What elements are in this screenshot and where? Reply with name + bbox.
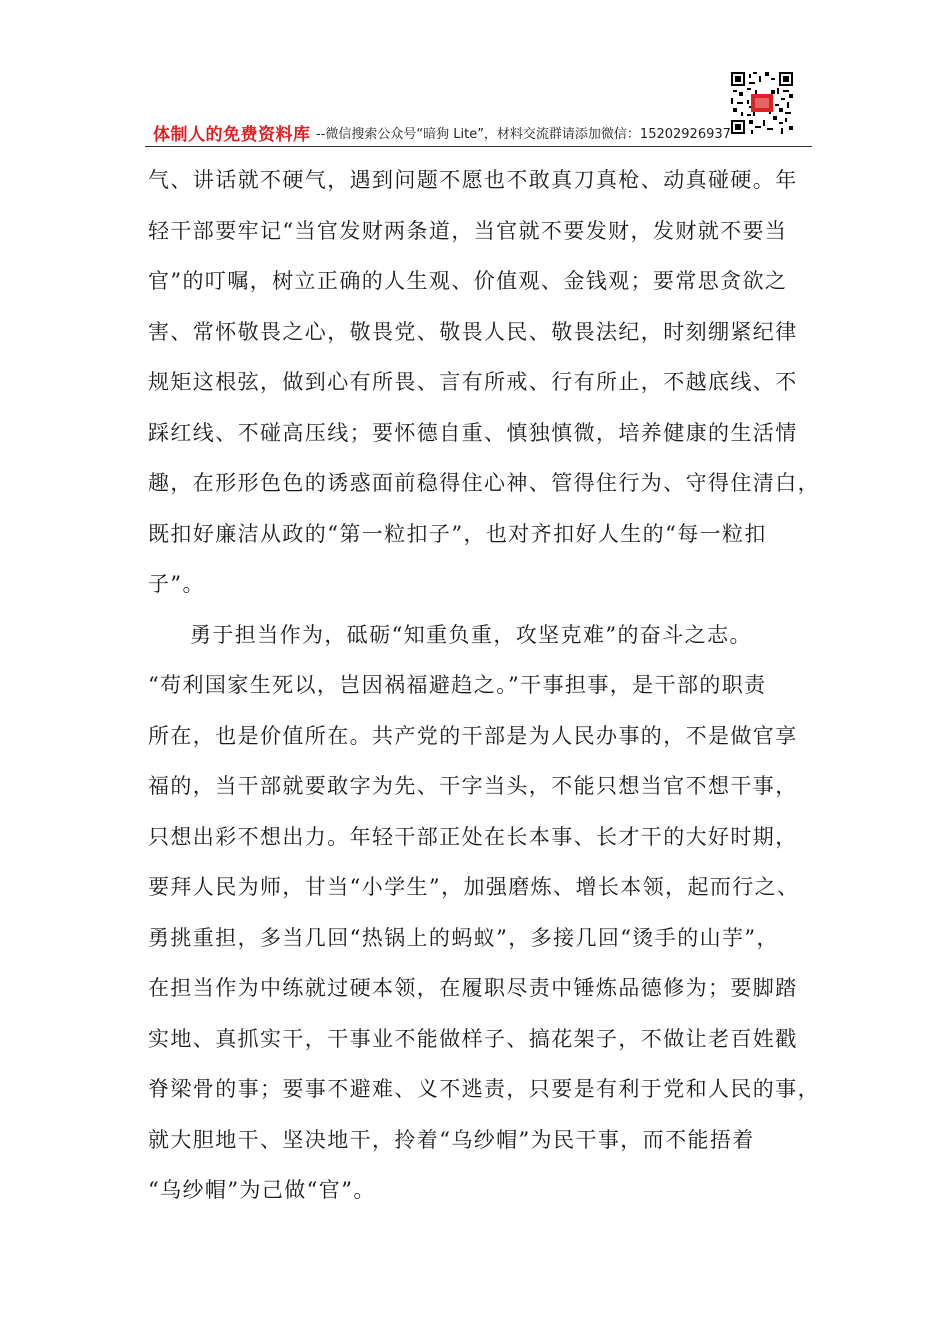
text-line: 子”。 (148, 572, 205, 596)
text-line: 害、常怀敬畏之心，敬畏党、敬畏人民、敬畏法纪，时刻绷紧纪律 (148, 319, 798, 344)
text-line: 既扣好廉洁从政的“第一粒扣子”，也对齐扣好人生的“每一粒扣 (148, 521, 767, 546)
text-line: 勇挑重担，多当几回“热锅上的蚂蚁”，多接几回“烫手的山芋”， (148, 925, 779, 950)
text-line: 就大胆地干、坚决地干，拎着“乌纱帽”为民干事，而不能捂着 (148, 1127, 755, 1152)
text-line: 福的，当干部就要敢字为先、干字当头，不能只想当官不想干事， (148, 774, 798, 798)
text-line: 脊梁骨的事；要事不避难、义不逃责，只要是有利于党和人民的事， (148, 1077, 820, 1101)
text-line: 实地、真抓实干，干事业不能做样子、搞花架子，不做让老百姓戳 (148, 1026, 798, 1051)
text-line: 在担当作为中练就过硬本领，在履职尽责中锤炼品德修为；要脚踏 (148, 976, 798, 1000)
text-line: 轻干部要牢记“当官发财两条道，当官就不要发财，发财就不要当 (148, 218, 788, 243)
text-line: 踩红线、不碰高压线；要怀德自重、慎独慎微，培养健康的生活情 (148, 420, 798, 445)
text-line: 只想出彩不想出力。年轻干部正处在长本事、长才干的大好时期， (148, 824, 798, 849)
article-body (148, 155, 820, 1216)
text-line: 所在，也是价值所在。共产党的干部是为人民办事的，不是做官享 (148, 723, 798, 748)
text-line: 规矩这根弦，做到心有所畏、言有所戒、行有所止，不越底线、不 (148, 370, 798, 394)
text-line: 官”的叮嘱，树立正确的人生观、价值观、金钱观；要常思贪欲之 (148, 269, 788, 293)
text-line: “苟利国家生死以，岂因祸福避趋之。”干事担事，是干部的职责 (148, 673, 767, 697)
text-line: 气、讲话就不硬气，遇到问题不愿也不敢真刀真枪、动真碰硬。年 (148, 168, 798, 192)
page-header (145, 120, 812, 147)
brand-title: 体制人的免费资料库 (153, 125, 311, 145)
paragraph-heading: 勇于担当作为，砥砺“知重负重，攻坚克难”的奋斗之志。 (190, 622, 752, 647)
header-subtitle: --微信搜索公众号“暗狗 Lite”，材料交流群请添加微信：15202926937 (316, 127, 731, 142)
text-line: “乌纱帽”为己做“官”。 (148, 1178, 376, 1202)
text-line: 趣，在形形色色的诱惑面前稳得住心神、管得住行为、守得住清白， (148, 471, 820, 495)
text-line: 要拜人民为师，甘当“小学生”，加强磨炼、增长本领，起而行之、 (148, 875, 800, 899)
